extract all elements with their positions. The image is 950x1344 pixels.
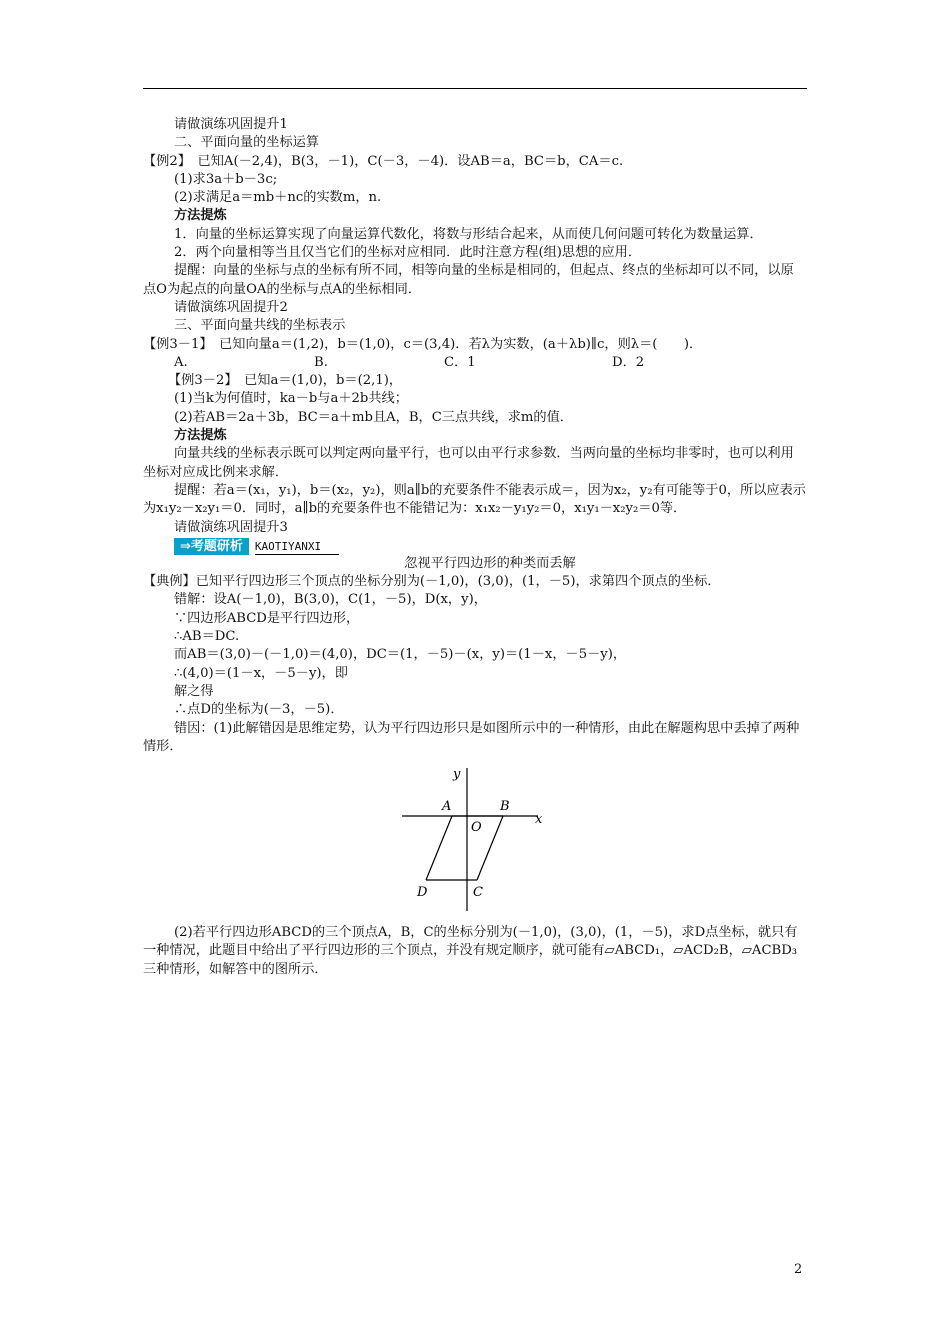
section-heading-2: 二、平面向量的坐标运算 — [174, 135, 320, 151]
example-2-q1: (1)求3a＋b－3c; — [174, 171, 278, 187]
exam-analysis-tag: KAOTIYANXI — [255, 540, 339, 555]
practice-link-1: 请做演练巩固提升1 — [174, 117, 288, 132]
label-a: A — [442, 799, 452, 815]
method-1-point-2: 2．两个向量相等当且仅当它们的坐标对应相同．此时注意方程(组)思想的应用． — [174, 245, 642, 261]
choice-a: A. — [174, 354, 188, 370]
wrong-solution-step-1: ∵四边形ABCD是平行四边形， — [174, 610, 360, 626]
method-1-point-1 — [143, 226, 806, 244]
wrong-solution-step-6: ∴点D的坐标为(－3，－5)． — [174, 702, 344, 718]
exam-analysis-banner — [174, 538, 806, 555]
pitfall-title: 忽视平行四边形的种类而丢解 — [404, 555, 576, 571]
method-heading-1: 方法提炼 — [174, 208, 227, 224]
example-3-2-q1: (1)当k为何值时，ka－b与a＋2b共线； — [174, 391, 408, 407]
example-3-1: 【例3－1】 已知向量a＝(1,2)，b＝(1,0)，c＝(3,4)．若λ为实数，(a＋λb)∥c，则λ＝( )． — [143, 336, 703, 352]
label-c: C — [473, 885, 483, 901]
method-1-reminder: 提醒：向量的坐标与点的坐标有所不同，相等向量的坐标是相同的，但起点、终点的坐标却可以不同，以原点O为起点的向量OA的坐标与点A的坐标相同． — [143, 263, 794, 297]
exam-analysis-badge: ⇒考题研析 — [174, 538, 249, 555]
header-rule — [143, 88, 807, 89]
method-2-text: 向量共线的坐标表示既可以判定两向量平行，也可以由平行求参数．当两向量的坐标均非零时，也可以利用坐标对应成比例来求解． — [143, 446, 794, 480]
method-2-reminder: 提醒：若a＝(x₁，y₁)，b＝(x₂，y₂)，则a∥b的充要条件不能表示成＝，因为x₂，y₂有可能等于0，所以应表示为x₁y₂－x₂y₁＝0．同时，a∥b的充要条件也不能错记为：x₁x₂－y₁y₂＝0，x₁y₁－x₂y₂＝0等． — [143, 482, 806, 517]
document-body — [143, 116, 806, 979]
parallelogram-figure — [400, 766, 560, 916]
example-2: 【例2】 已知A(－2,4)，B(3，－1)，C(－3，－4)．设AB＝a，BC＝b，CA＝c. — [143, 153, 624, 169]
typical-example: 【典例】已知平行四边形三个顶点的坐标分别为(－1,0)，(3,0)，(1，－5)，求第四个顶点的坐标． — [143, 574, 721, 590]
error-cause-1: 错因：(1)此解错因是思维定势，认为平行四边形只是如图所示中的一种情形，由此在解题构思中丢掉了两种情形． — [143, 720, 800, 754]
error-cause-2: (2)若平行四边形ABCD的三个顶点A，B，C的坐标分别为(－1,0)，(3,0)，(1，－5)，求D点坐标，就只有一种情况，此题目中给出了平行四边形的三个顶点，并没有规定顺序，就可能有▱ABCD₁，▱ACD₂B，▱ACBD₃三种情形，如解答中的图所示． — [143, 925, 798, 977]
example-3-1-choices — [174, 354, 806, 372]
example-2-q2: (2)求满足a＝mb＋nc的实数m，n. — [174, 190, 382, 206]
label-b: B — [500, 799, 510, 815]
label-d: D — [417, 885, 428, 901]
practice-link-3: 请做演练巩固提升3 — [174, 519, 288, 535]
side-ad — [426, 816, 452, 880]
choice-c: C．1 — [444, 354, 476, 370]
choice-d: D．2 — [612, 354, 645, 370]
wrong-solution-step-5: 解之得 — [174, 683, 214, 699]
example-3-2: 【例3－2】 已知a＝(1,0)，b＝(2,1)， — [168, 373, 403, 389]
example-3-2-q2: (2)若AB＝2a＋3b，BC＝a＋mb且A，B，C三点共线，求m的值． — [174, 409, 573, 425]
label-x: x — [535, 812, 543, 828]
wrong-solution: 错解：设A(－1,0)，B(3,0)，C(1，－5)，D(x，y)， — [174, 592, 487, 608]
choice-b: B. — [314, 354, 328, 370]
label-y: y — [453, 767, 461, 783]
wrong-solution-step-3: 而AB＝(3,0)－(－1,0)＝(4,0)，DC＝(1，－5)－(x，y)＝(1－x，－5－y)， — [174, 647, 627, 663]
section-heading-3: 三、平面向量共线的坐标表示 — [174, 318, 346, 334]
label-o: O — [471, 820, 482, 836]
wrong-solution-step-4: ∴(4,0)＝(1－x，－5－y)，即 — [174, 665, 348, 681]
method-1-point-1-text: 1．向量的坐标运算实现了向量运算代数化，将数与形结合起来，从而使几何问题可转化为数量运算． — [174, 226, 763, 242]
practice-link-2: 请做演练巩固提升2 — [174, 299, 288, 315]
method-heading-2: 方法提炼 — [174, 428, 227, 444]
page-number: 2 — [794, 1262, 803, 1277]
wrong-solution-step-2: ∴AB＝DC. — [174, 629, 240, 645]
